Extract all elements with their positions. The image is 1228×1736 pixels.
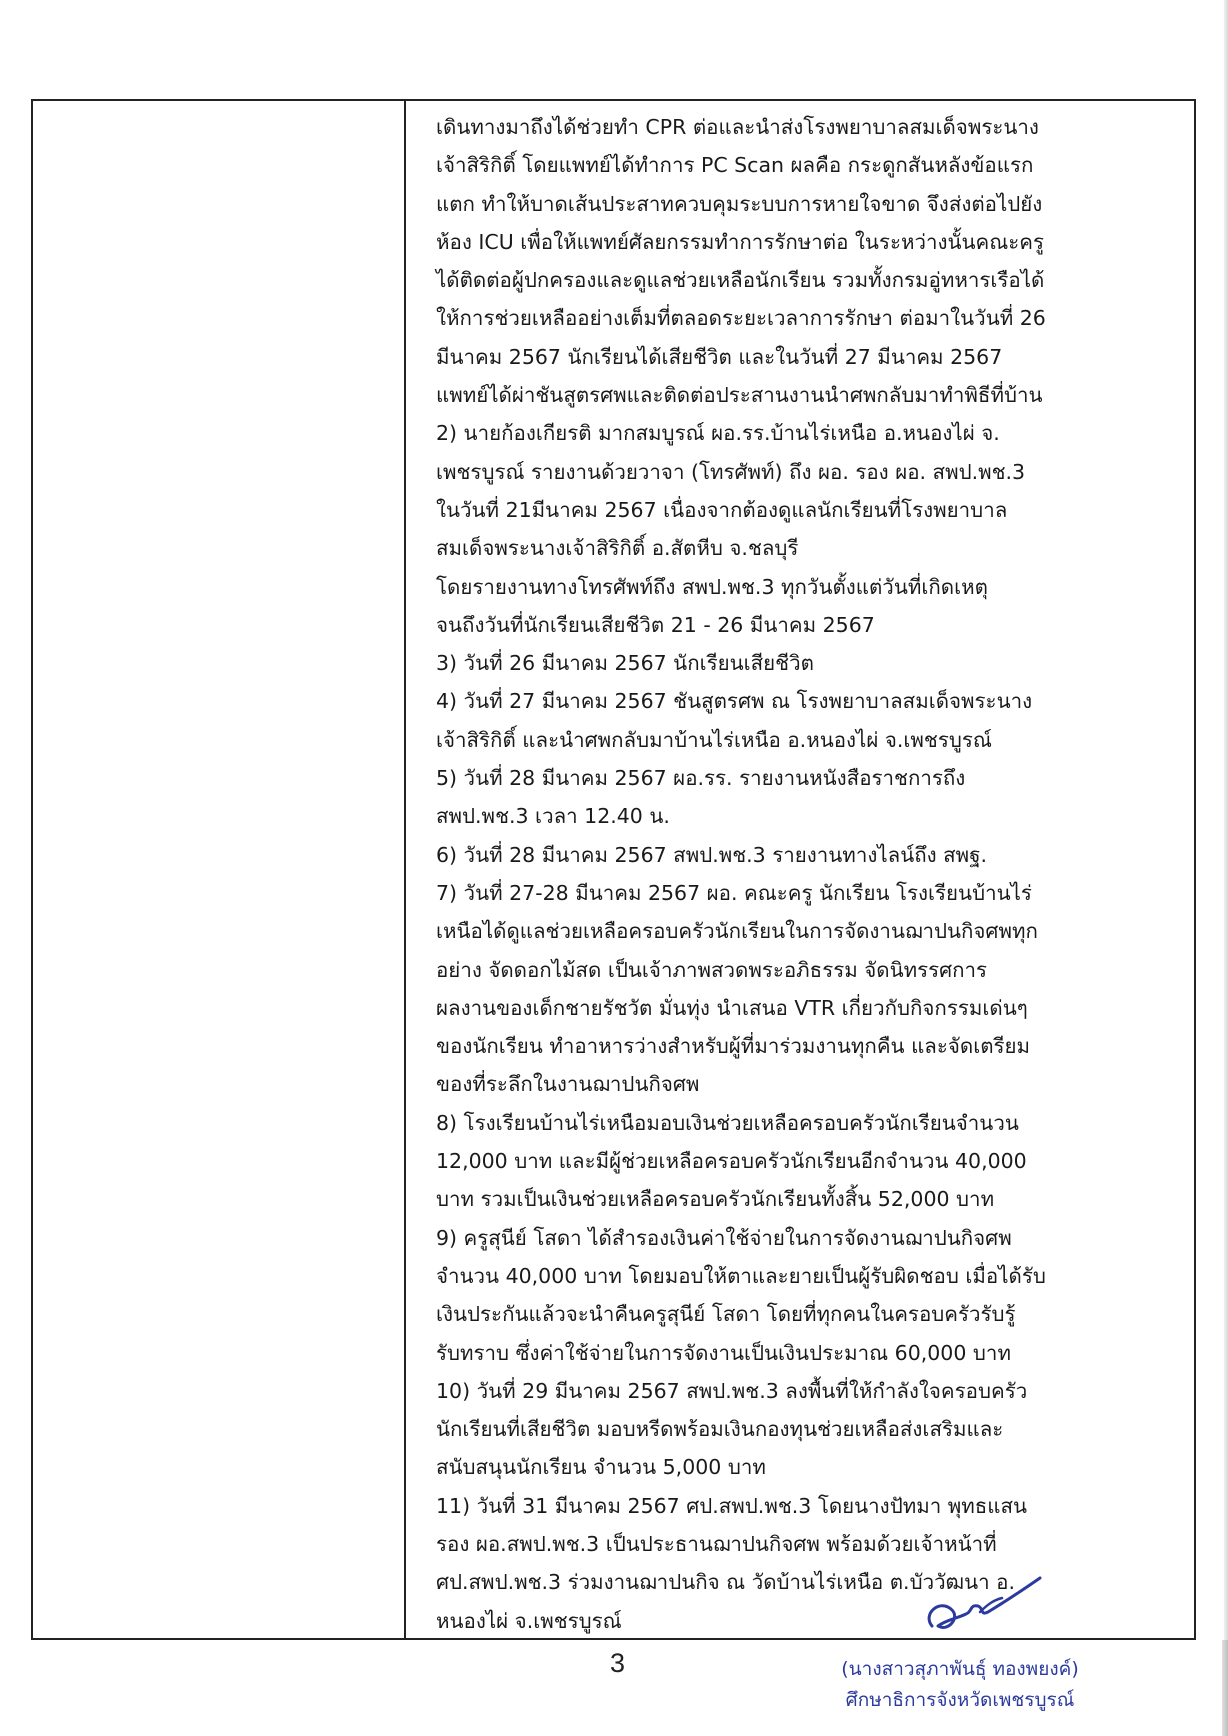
text-line: โดยรายงานทางโทรศัพท์ถึง สพป.พช.3 ทุกวันตั้งแต่วันที่เกิดเหตุ: [436, 574, 988, 599]
text-line: สนับสนุนนักเรียน จำนวน 5,000 บาท: [436, 1455, 766, 1480]
text-line: ให้การช่วยเหลืออย่างเต็มที่ตลอดระยะเวลาการรักษา ต่อมาในวันที่ 26: [436, 306, 1046, 331]
text-line: มีนาคม 2567 นักเรียนได้เสียชีวิต และในวันที่ 27 มีนาคม 2567: [436, 344, 1003, 369]
text-line: สพป.พช.3 เวลา 12.40 น.: [436, 804, 670, 829]
text-line: 6) วันที่ 28 มีนาคม 2567 สพป.พช.3 รายงานทางไลน์ถึง สพฐ.: [436, 842, 988, 867]
text-line: 12,000 บาท และมีผู้ช่วยเหลือครอบครัวนักเรียนอีกจำนวน 40,000: [436, 1149, 1027, 1174]
text-line: ศป.สพป.พช.3 ร่วมงานฌาปนกิจ ณ วัดบ้านไร่เหนือ ต.บัววัฒนา อ.: [436, 1570, 1015, 1595]
text-line: 4) วันที่ 27 มีนาคม 2567 ชันสูตรศพ ณ โรงพยาบาลสมเด็จพระนาง: [436, 689, 1033, 714]
text-line: จนถึงวันที่นักเรียนเสียชีวิต 21 - 26 มีนาคม 2567: [436, 612, 875, 637]
table-left-cell: [33, 101, 404, 1638]
text-line: เงินประกันแล้วจะนำคืนครูสุนีย์ โสดา โดยที่ทุกคนในครอบครัวรับรู้: [436, 1302, 1016, 1327]
text-line: 7) วันที่ 27-28 มีนาคม 2567 ผอ. คณะครู นักเรียน โรงเรียนบ้านไร่: [436, 880, 1032, 905]
text-line: ผลงานของเด็กชายรัชวัต มั่นทุ่ง นำเสนอ VTR เกี่ยวกับกิจกรรมเด่นๆ: [436, 995, 1028, 1020]
text-line: ในวันที่ 21มีนาคม 2567 เนื่องจากต้องดูแลนักเรียนที่โรงพยาบาล: [436, 497, 1008, 522]
text-line: อย่าง จัดดอกไม้สด เป็นเจ้าภาพสวดพระอภิธรรม จัดนิทรรศการ: [436, 957, 988, 982]
signer-name: (นางสาวสุภาพันธุ์ ทองพยงค์): [841, 1658, 1079, 1680]
text-line: ได้ติดต่อผู้ปกครองและดูแลช่วยเหลือนักเรียน รวมทั้งกรมอู่ทหารเรือได้: [436, 268, 1045, 293]
text-line: ห้อง ICU เพื่อให้แพทย์ศัลยกรรมทำการรักษาต่อ ในระหว่างนั้นคณะครู: [436, 229, 1045, 254]
table-right-cell: [406, 101, 1194, 1638]
text-line: 2) นายก้องเกียรติ มากสมบูรณ์ ผอ.รร.บ้านไร่เหนือ อ.หนองไผ่ จ.: [436, 421, 1000, 446]
text-line: 8) โรงเรียนบ้านไร่เหนือมอบเงินช่วยเหลือครอบครัวนักเรียนจำนวน: [436, 1110, 1019, 1135]
text-line: เพชรบูรณ์ รายงานด้วยวาจา (โทรศัพท์) ถึง ผอ. รอง ผอ. สพป.พช.3: [436, 459, 1026, 484]
text-line: เจ้าสิริกิติ์ และนำศพกลับมาบ้านไร่เหนือ อ.หนองไผ่ จ.เพชรบูรณ์: [436, 727, 992, 752]
text-line: สมเด็จพระนางเจ้าสิริกิติ์ อ.สัตหีบ จ.ชลบุรี: [436, 536, 799, 561]
text-line: ของที่ระลึกในงานฌาปนกิจศพ: [436, 1072, 700, 1097]
text-line: แตก ทำให้บาดเส้นประสาทควบคุมระบบการหายใจขาด จึงส่งต่อไปยัง: [436, 191, 1043, 216]
signer-block: [810, 1654, 1110, 1716]
text-line: เหนือได้ดูแลช่วยเหลือครอบครัวนักเรียนในการจัดงานฌาปนกิจศพทุก: [436, 919, 1038, 944]
scan-edge-shadow: [1224, 0, 1228, 1736]
text-line: ของนักเรียน ทำอาหารว่างสำหรับผู้ที่มาร่วมงานทุกคืน และจัดเตรียม: [436, 1034, 1031, 1059]
text-line: เจ้าสิริกิติ์ โดยแพทย์ได้ทำการ PC Scan ผลคือ กระดูกสันหลังข้อแรก: [436, 153, 1034, 178]
text-line: 5) วันที่ 28 มีนาคม 2567 ผอ.รร. รายงานหนังสือราชการถึง: [436, 766, 966, 791]
text-line: 11) วันที่ 31 มีนาคม 2567 ศป.สพป.พช.3 โดยนางปัทมา พุทธแสน: [436, 1493, 1028, 1518]
scan-edge-shadow-bottom: [1222, 1640, 1228, 1736]
page-number: 3: [610, 1648, 626, 1678]
signer-title: ศึกษาธิการจังหวัดเพชรบูรณ์: [845, 1689, 1075, 1711]
text-line: นักเรียนที่เสียชีวิต มอบหรีดพร้อมเงินกองทุนช่วยเหลือส่งเสริมและ: [436, 1417, 1004, 1442]
content-table: [31, 99, 1196, 1640]
text-line: รับทราบ ซึ่งค่าใช้จ่ายในการจัดงานเป็นเงินประมาณ 60,000 บาท: [436, 1340, 1011, 1365]
text-line: รอง ผอ.สพป.พช.3 เป็นประธานฌาปนกิจศพ พร้อมด้วยเจ้าหน้าที่: [436, 1531, 997, 1556]
text-line: 9) ครูสุนีย์ โสดา ได้สำรองเงินค่าใช้จ่ายในการจัดงานฌาปนกิจศพ: [436, 1225, 1012, 1250]
handwritten-signature: [918, 1568, 1048, 1638]
text-line: เดินทางมาถึงได้ช่วยทำ CPR ต่อและนำส่งโรงพยาบาลสมเด็จพระนาง: [436, 115, 1039, 139]
text-line: จำนวน 40,000 บาท โดยมอบให้ตาและยายเป็นผู้รับผิดชอบ เมื่อได้รับ: [436, 1263, 1046, 1288]
text-line: หนองไผ่ จ.เพชรบูรณ์: [436, 1608, 622, 1633]
text-line: 3) วันที่ 26 มีนาคม 2567 นักเรียนเสียชีวิต: [436, 651, 814, 676]
text-line: บาท รวมเป็นเงินช่วยเหลือครอบครัวนักเรียนทั้งสิ้น 52,000 บาท: [436, 1187, 995, 1212]
text-line: แพทย์ได้ผ่าชันสูตรศพและติดต่อประสานงานนำศพกลับมาทำพิธีที่บ้าน: [436, 383, 1043, 408]
text-line: 10) วันที่ 29 มีนาคม 2567 สพป.พช.3 ลงพื้นที่ให้กำลังใจครอบครัว: [436, 1378, 1028, 1403]
